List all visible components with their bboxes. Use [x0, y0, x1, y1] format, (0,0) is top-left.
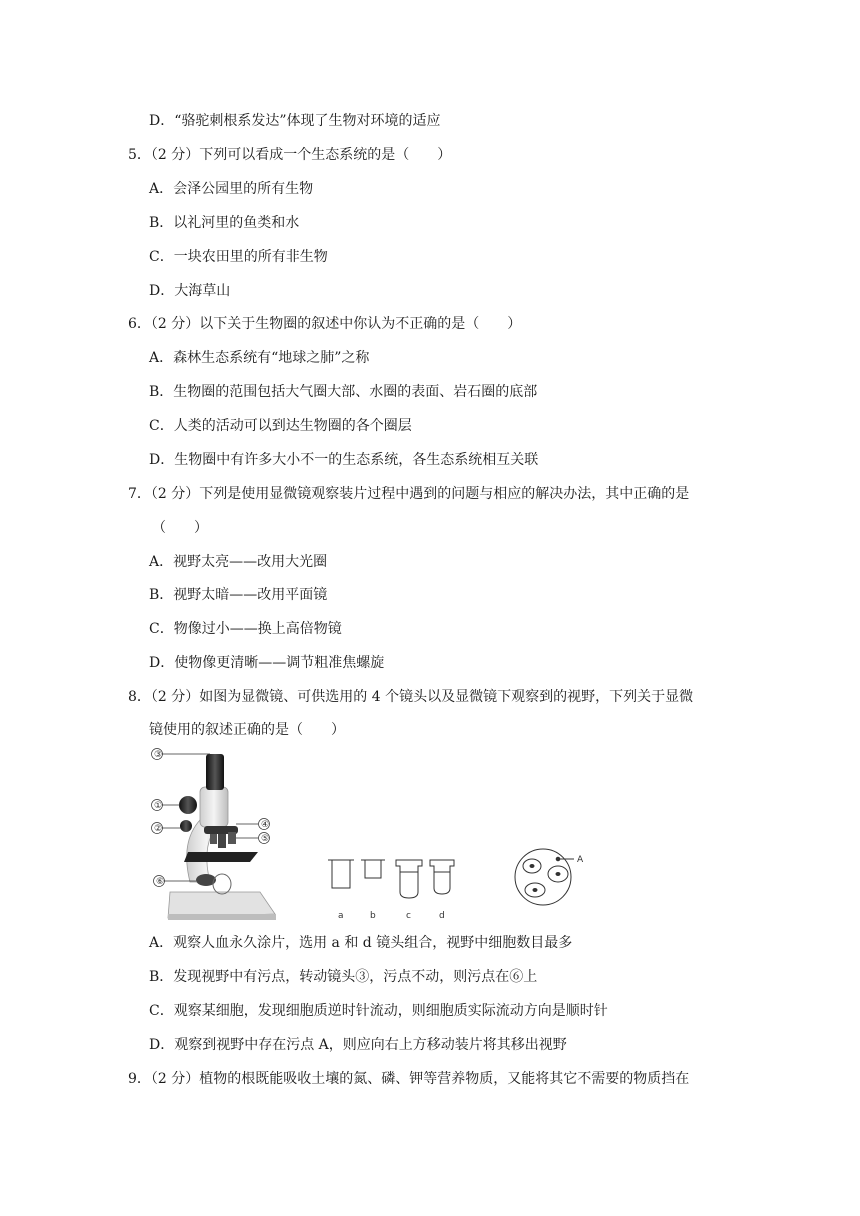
q6-option-c: C．人类的活动可以到达生物圈的各个圈层: [149, 418, 412, 434]
q6-option-d: D．生物圈中有许多大小不一的生态系统，各生态系统相互关联: [149, 452, 539, 468]
label-1: ①: [154, 801, 163, 811]
q8-option-b: B．发现视野中有污点，转动镜头③，污点不动，则污点在⑥上: [149, 969, 538, 985]
label-4: ④: [261, 820, 270, 830]
q5-option-a: A．会泽公园里的所有生物: [149, 181, 314, 197]
lens-label-c: c: [406, 911, 411, 921]
field-label-a: A: [577, 855, 584, 865]
q8-option-c: C．观察某细胞，发现细胞质逆时针流动，则细胞质实际流动方向是顺时针: [149, 1003, 608, 1019]
q8-stem: 8．（2 分）如图为显微镜、可供选用的 4 个镜头以及显微镜下观察到的视野，下列关于显微: [128, 689, 694, 705]
q5-option-d: D．大海草山: [149, 283, 231, 299]
microscope-illustration: [152, 749, 277, 921]
lens-label-a: a: [338, 911, 344, 921]
q7-option-a: A．视野太亮——改用大光圈: [149, 554, 328, 570]
lens-label-b: b: [370, 911, 376, 921]
label-6: ⑥: [156, 877, 165, 887]
q5-option-b: B．以礼河里的鱼类和水: [149, 215, 300, 231]
q7-option-b: B．视野太暗——改用平面镜: [149, 587, 328, 603]
q7-option-c: C．物像过小——换上高倍物镜: [149, 621, 342, 637]
label-3: ③: [154, 750, 163, 760]
field-of-view: [515, 849, 574, 905]
q6-option-a: A．森林生态系统有“地球之肺”之称: [149, 350, 370, 366]
q8-stem-cont: 镜使用的叙述正确的是（ ）: [149, 722, 345, 738]
microscope-figure: [140, 742, 600, 927]
q6-stem: 6．（2 分）以下关于生物圈的叙述中你认为不正确的是（ ）: [128, 316, 522, 332]
lens-label-d: d: [439, 911, 445, 921]
q4-option-d: D．“骆驼刺根系发达”体现了生物对环境的适应: [149, 113, 441, 129]
q7-stem-cont: （ ）: [152, 520, 208, 536]
q8-option-a: A．观察人血永久涂片，选用 a 和 d 镜头组合，视野中细胞数目最多: [149, 935, 573, 951]
q8-option-d: D．观察到视野中存在污点 A，则应向右上方移动装片将其移出视野: [149, 1037, 567, 1053]
lens-set: [328, 860, 454, 898]
q5-option-c: C．一块农田里的所有非生物: [149, 249, 328, 265]
q9-stem: 9．（2 分）植物的根既能吸收土壤的氮、磷、钾等营养物质，又能将其它不需要的物质挡在: [128, 1071, 690, 1087]
q5-stem: 5．（2 分）下列可以看成一个生态系统的是（ ）: [128, 147, 452, 163]
label-2: ②: [154, 824, 163, 834]
label-5: ⑤: [261, 834, 270, 844]
q6-option-b: B．生物圈的范围包括大气圈大部、水圈的表面、岩石圈的底部: [149, 384, 538, 400]
q7-option-d: D．使物像更清晰——调节粗准焦螺旋: [149, 655, 385, 671]
q7-stem: 7．（2 分）下列是使用显微镜观察装片过程中遇到的问题与相应的解决办法，其中正确的是: [128, 486, 690, 502]
